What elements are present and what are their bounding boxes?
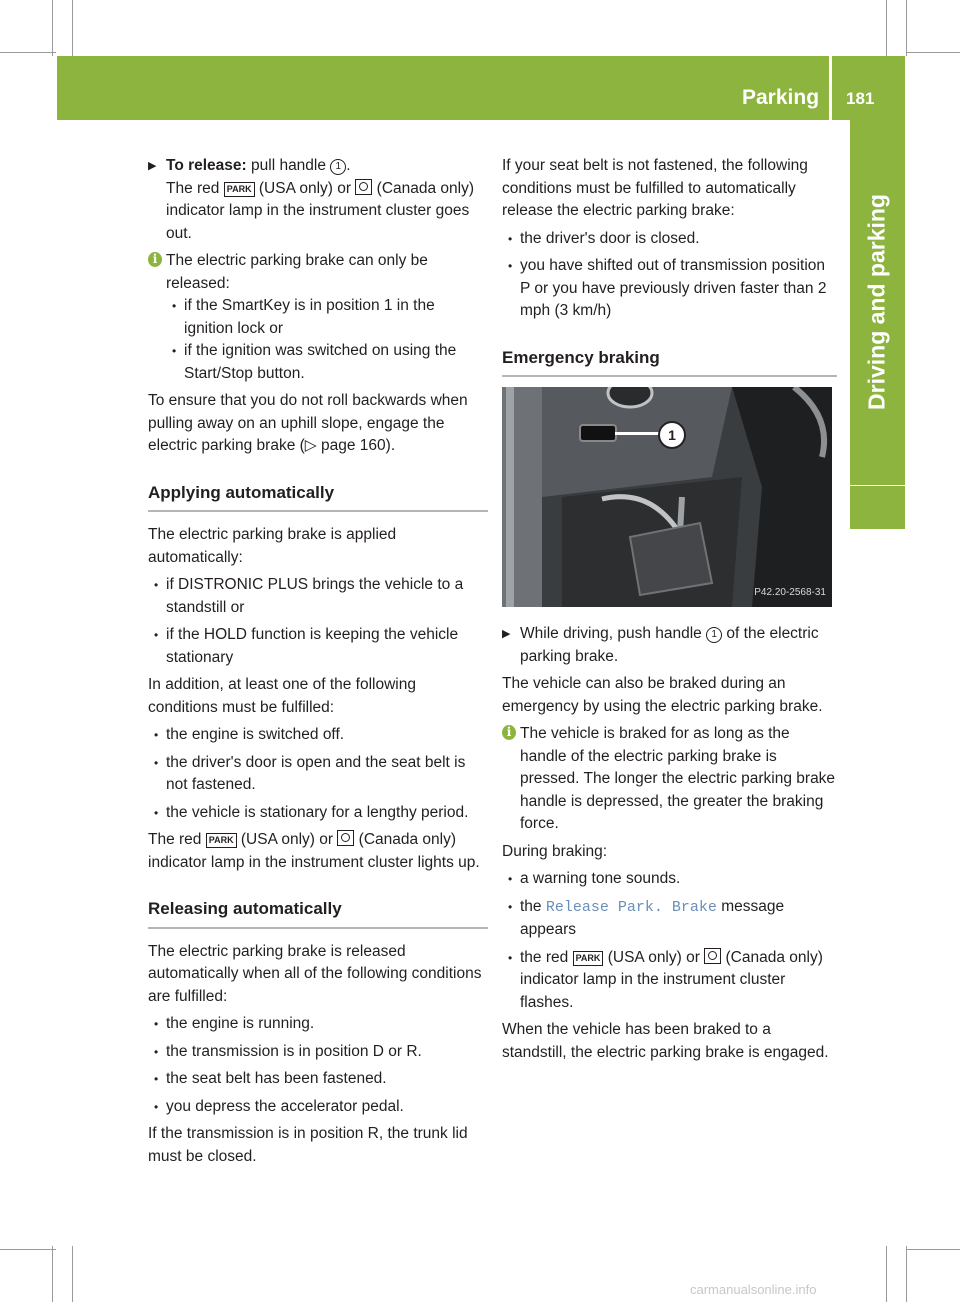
release-step: ▶ To release: pull handle 1 . The red PARK (USA only) or (Canada only) indicator lamp in the instrument cluster goes out. — [148, 157, 475, 242]
crop-mark — [886, 1246, 887, 1302]
info-icon: i — [502, 725, 516, 740]
list-item: • you depress the accelerator pedal. — [154, 1097, 404, 1115]
crop-mark — [52, 0, 53, 56]
list-item: • you have shifted out of transmission position P or you have previously driven faster than 2 mph (3 km/h) — [508, 257, 827, 319]
list-item: • the engine is switched off. — [154, 726, 345, 743]
page-number: 181 — [846, 89, 875, 108]
brake-handle-photo — [502, 387, 832, 607]
arrow-icon: ▶ — [148, 160, 157, 172]
list-item: • the driver's door is open and the seat belt is not fastened. — [154, 753, 466, 793]
park-indicator-icon: PARK — [573, 951, 604, 966]
paragraph: The electric parking brake is released automatically when all of the following conditions are fulfilled: — [148, 942, 482, 1005]
display-message: Release Park. Brake — [545, 898, 717, 916]
paragraph: In addition, at least one of the following conditions must be fulfilled: — [148, 676, 416, 716]
list-item: • if DISTRONIC PLUS brings the vehicle to a standstill or — [154, 576, 464, 616]
callout-line — [615, 432, 660, 435]
crop-mark — [906, 1246, 907, 1302]
callout-number: 1 — [658, 421, 686, 449]
emergency-step: ▶ While driving, push handle 1 of the electric parking brake. — [502, 625, 819, 665]
paragraph: The vehicle can also be braked during an emergency by using the electric parking brake. — [502, 675, 823, 715]
page-title: Parking — [742, 86, 820, 109]
list-item: • if the HOLD function is keeping the vehicle stationary — [154, 626, 459, 666]
park-indicator-icon: PARK — [224, 182, 255, 197]
crop-mark — [72, 0, 73, 56]
callout-number: 1 — [706, 627, 722, 643]
info-note: i The electric parking brake can only be released: • if the SmartKey is in position 1 in the ignition lock or • if the ignition was switched on using the Start/Stop button. — [148, 250, 488, 385]
section-heading: Releasing automatically — [148, 898, 488, 929]
paragraph: The red PARK (USA only) or (Canada only) indicator lamp in the instrument cluster lights up. — [148, 831, 480, 871]
list-item: • if the SmartKey is in position 1 in the ignition lock or — [172, 297, 435, 337]
callout-number: 1 — [330, 159, 346, 175]
crop-mark — [0, 1249, 56, 1250]
brake-indicator-icon — [704, 948, 721, 964]
side-tab-marker — [850, 486, 905, 529]
arrow-icon: ▶ — [502, 628, 511, 640]
list-item: • the red PARK (USA only) or (Canada only) indicator lamp in the instrument cluster flashes. — [508, 948, 823, 1011]
brake-indicator-icon — [355, 179, 372, 195]
section-heading: Emergency braking — [502, 347, 837, 378]
crop-mark — [72, 1246, 73, 1302]
paragraph: When the vehicle has been braked to a standstill, the electric parking brake is engaged. — [502, 1021, 829, 1061]
list-item: • the seat belt has been fastened. — [154, 1070, 387, 1087]
list-item: • the driver's door is closed. — [508, 229, 700, 247]
watermark: carmanualsonline.info — [690, 1282, 817, 1297]
left-column — [148, 155, 488, 1173]
section-heading: Applying automatically — [148, 482, 488, 513]
paragraph: The electric parking brake is applied automatically: — [148, 526, 397, 566]
brake-indicator-icon — [337, 830, 354, 846]
crop-mark — [906, 0, 907, 56]
list-item: • the engine is running. — [154, 1015, 315, 1032]
list-item: • the transmission is in position D or R. — [154, 1042, 422, 1060]
paragraph: If the transmission is in position R, the trunk lid must be closed. — [148, 1125, 468, 1165]
list-item: • if the ignition was switched on using the Start/Stop button. — [172, 342, 457, 382]
list-item: • the vehicle is stationary for a lengthy period. — [154, 803, 469, 821]
header-divider — [829, 56, 832, 120]
list-item: • the Release Park. Brake message appears — [508, 897, 785, 938]
right-column — [502, 155, 837, 1069]
photo-illustration — [502, 387, 832, 607]
list-item: • a warning tone sounds. — [508, 870, 681, 887]
photo-reference: P42.20-2568-31 — [754, 586, 826, 598]
crop-mark — [886, 0, 887, 56]
paragraph: To ensure that you do not roll backwards when pulling away on an uphill slope, engage the electric parking brake (▷ page 160). — [148, 392, 468, 454]
crop-mark — [906, 52, 960, 53]
crop-mark — [52, 1246, 53, 1302]
paragraph: If your seat belt is not fastened, the following conditions must be fulfilled to automatically release the electric parking brake: — [502, 157, 808, 219]
side-tab-label: Driving and parking — [863, 194, 890, 410]
crop-mark — [906, 1249, 960, 1250]
crop-mark — [0, 52, 56, 53]
paragraph: During braking: — [502, 842, 608, 860]
park-indicator-icon: PARK — [206, 833, 237, 848]
info-icon: i — [148, 252, 162, 267]
info-note: i The vehicle is braked for as long as the handle of the electric parking brake is pressed. The longer the electric parking brake handle is depressed, the greater the braking force. — [502, 723, 837, 836]
